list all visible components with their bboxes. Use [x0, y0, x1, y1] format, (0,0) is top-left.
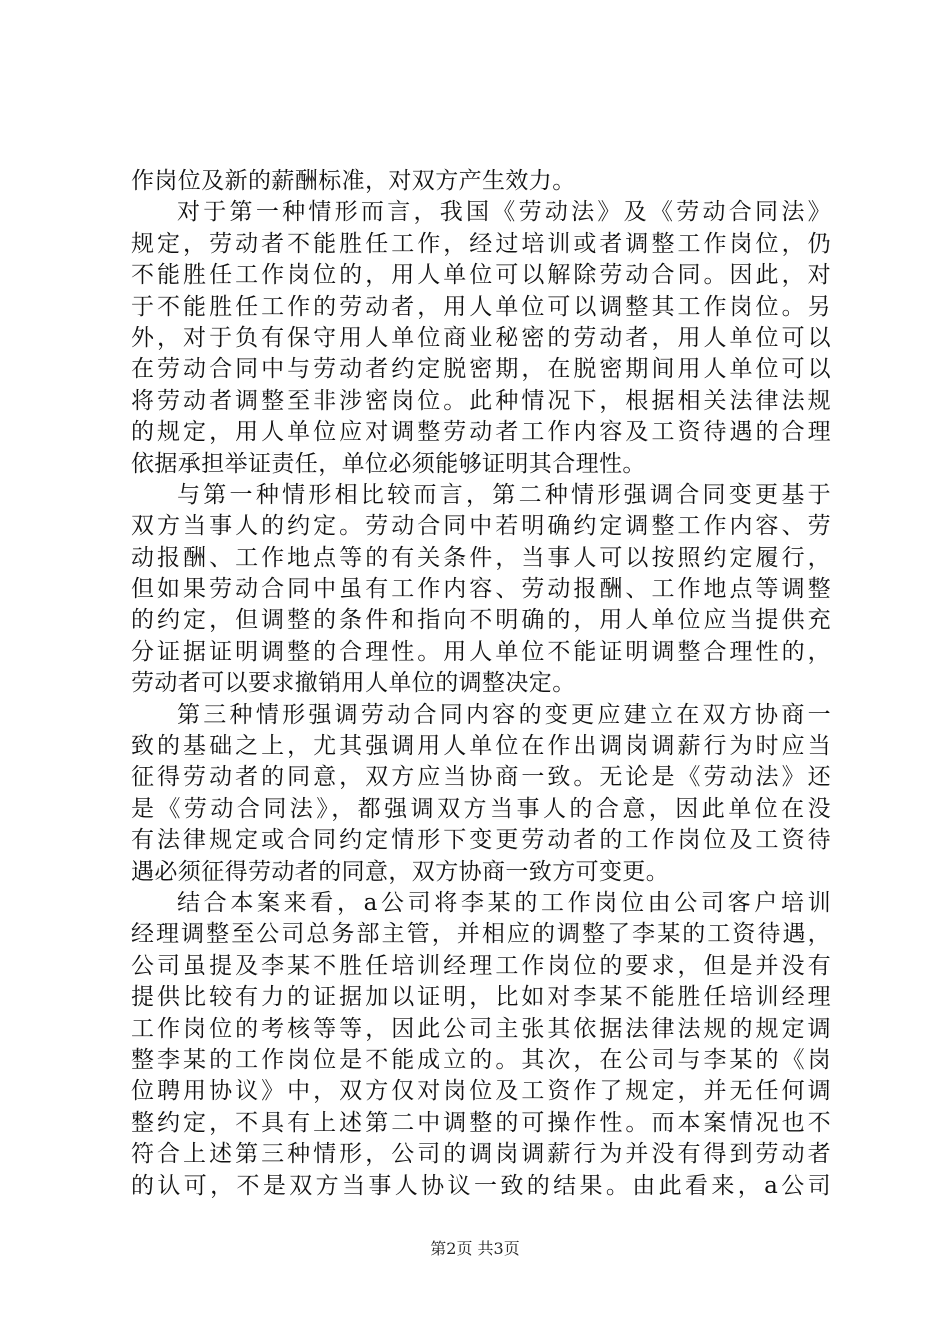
text-line: 不能胜任工作岗位的，用人单位可以解除劳动合同。因此，对 [131, 262, 831, 289]
text-line: 经理调整至公司总务部主管，并相应的调整了李某的工资待遇， [131, 921, 831, 948]
text-line: 将劳动者调整至非涉密岗位。此种情况下，根据相关法律法规 [131, 387, 831, 414]
text-line: 于不能胜任工作的劳动者，用人单位可以调整其工作岗位。另 [131, 293, 831, 320]
text-line: 符合上述第三种情形，公司的调岗调薪行为并没有得到劳动者 [131, 1141, 831, 1168]
text-line: 是《劳动合同法》，都强调双方当事人的合意，因此单位在没 [131, 795, 831, 822]
text-line: 劳动者可以要求撤销用人单位的调整决定。 [131, 670, 576, 697]
text-line: 动报酬、工作地点等的有关条件，当事人可以按照约定履行， [131, 544, 831, 571]
paragraph-first-line: 与第一种情形相比较而言，第二种情形强调合同变更基于 [177, 481, 831, 508]
text-line: 征得劳动者的同意，双方应当协商一致。无论是《劳动法》还 [131, 764, 831, 791]
paragraph-first-line: 结合本案来看，a公司将李某的工作岗位由公司客户培训 [177, 889, 831, 916]
text-line: 的约定，但调整的条件和指向不明确的，用人单位应当提供充 [131, 607, 831, 634]
text-line: 外，对于负有保守用人单位商业秘密的劳动者，用人单位可以 [131, 324, 831, 351]
paragraph-first-line: 第三种情形强调劳动合同内容的变更应建立在双方协商一 [177, 701, 831, 728]
text-line: 遇必须征得劳动者的同意，双方协商一致方可变更。 [131, 858, 670, 885]
text-line: 整约定，不具有上述第二中调整的可操作性。而本案情况也不 [131, 1109, 831, 1136]
text-line: 位聘用协议》中，双方仅对岗位及工资作了规定，并无任何调 [131, 1078, 831, 1105]
text-line: 整李某的工作岗位是不能成立的。其次，在公司与李某的《岗 [131, 1046, 831, 1073]
text-line: 提供比较有力的证据加以证明，比如对李某不能胜任培训经理 [131, 984, 831, 1011]
text-line: 规定，劳动者不能胜任工作，经过培训或者调整工作岗位，仍 [131, 230, 831, 257]
paragraph-first-line: 对于第一种情形而言，我国《劳动法》及《劳动合同法》 [177, 199, 831, 226]
text-line: 双方当事人的约定。劳动合同中若明确约定调整工作内容、劳 [131, 513, 831, 540]
text-line: 致的基础之上，尤其强调用人单位在作出调岗调薪行为时应当 [131, 733, 831, 760]
text-line: 作岗位及新的薪酬标准，对双方产生效力。 [131, 168, 576, 194]
text-line: 工作岗位的考核等等，因此公司主张其依据法律法规的规定调 [131, 1015, 831, 1042]
text-line: 公司虽提及李某不胜任培训经理工作岗位的要求，但是并没有 [131, 952, 831, 979]
document-body [131, 166, 831, 1202]
text-line: 但如果劳动合同中虽有工作内容、劳动报酬、工作地点等调整 [131, 576, 831, 603]
text-line: 在劳动合同中与劳动者约定脱密期，在脱密期间用人单位可以 [131, 356, 831, 383]
text-line: 的认可，不是双方当事人协议一致的结果。由此看来，a公司 [131, 1172, 831, 1199]
text-line: 的规定，用人单位应对调整劳动者工作内容及工资待遇的合理 [131, 419, 831, 446]
text-line: 有法律规定或合同约定情形下变更劳动者的工作岗位及工资待 [131, 827, 831, 854]
text-line: 依据承担举证责任，单位必须能够证明其合理性。 [131, 450, 646, 477]
page-number-footer: 第2页 共3页 [430, 1239, 520, 1258]
text-line: 分证据证明调整的合理性。用人单位不能证明调整合理性的， [131, 638, 831, 665]
